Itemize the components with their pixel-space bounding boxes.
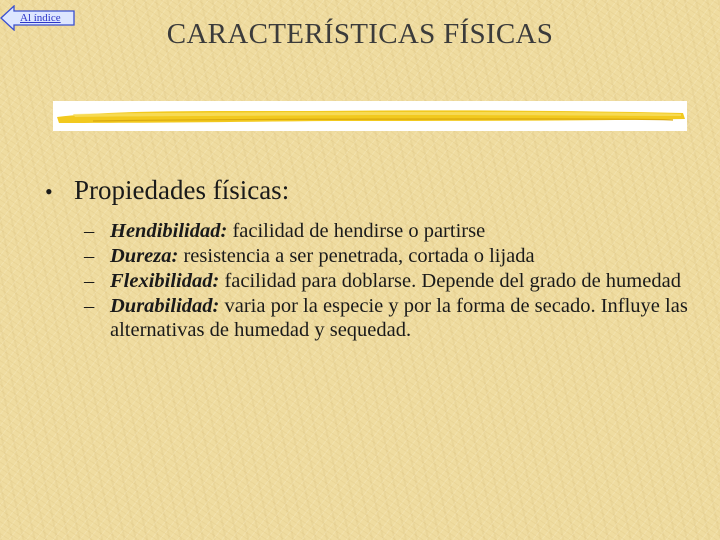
decorative-divider [53, 101, 687, 131]
bullet-marker: • [45, 179, 53, 204]
dash-marker: – [84, 295, 95, 317]
list-item-text [110, 269, 695, 293]
brush-stroke-icon [53, 101, 687, 131]
properties-list [84, 219, 695, 342]
property-description: facilidad para doblarse. Depende del grado de humedad [219, 270, 681, 292]
list-item-text [110, 294, 695, 342]
property-term: Hendibilidad: [110, 220, 228, 242]
property-description: facilidad de hendirse o partirse [227, 220, 486, 242]
content-area [45, 175, 695, 343]
main-bullet [45, 175, 695, 206]
list-item [84, 294, 695, 342]
dash-marker: – [84, 245, 95, 267]
property-description: resistencia a ser penetrada, cortada o lijada [178, 245, 535, 267]
property-description: varia por la especie y por la forma de secado. Influye las alternativas de humedad y sequedad. [110, 295, 688, 341]
list-item-text [110, 219, 695, 243]
page-title-text: CARACTERÍSTICAS FÍSICAS [166, 18, 554, 50]
dash-marker: – [84, 270, 95, 292]
list-item [84, 269, 695, 293]
page-title [0, 18, 720, 51]
list-item [84, 219, 695, 243]
main-bullet-text: Propiedades físicas: [74, 175, 290, 205]
property-term: Durabilidad: [110, 295, 220, 317]
list-item-text [110, 244, 695, 268]
property-term: Flexibilidad: [110, 270, 220, 292]
back-to-index-label[interactable]: Al índice [20, 12, 61, 24]
property-term: Dureza: [110, 245, 179, 267]
list-item [84, 244, 695, 268]
dash-marker: – [84, 220, 95, 242]
